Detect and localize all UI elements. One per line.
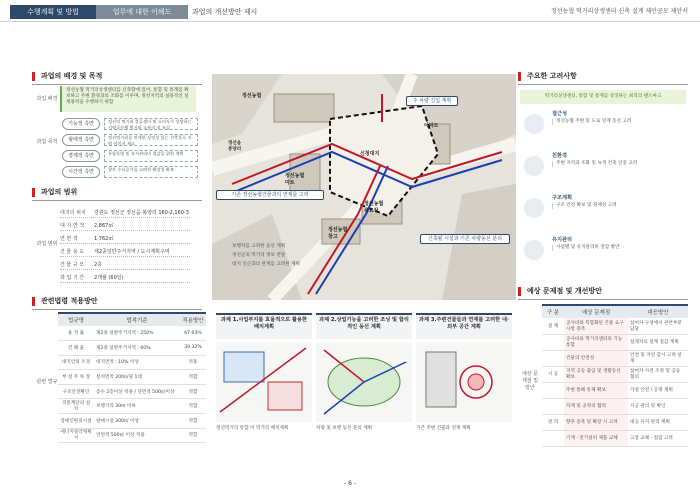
scope-key: 건 물 용 도 (60, 249, 85, 255)
issue-row (542, 414, 688, 430)
theme-caption: 차량 및 보행 동선 분리 계획 (316, 426, 373, 431)
issue-group (542, 382, 564, 398)
theme-diagram-shape (468, 374, 484, 390)
document-title: 정선농협 먹거리상생센터 신축 설계 제안공모 제안서 (550, 8, 688, 15)
issues-header-solution: 대응방안 (628, 305, 688, 318)
issue-solution: 대응 유지 관리 계획 (628, 414, 688, 430)
theme-title: 과제 2.상업기능을 고려한 조닝 및 합리적인 동선 계획 (316, 313, 412, 339)
law-row (58, 428, 206, 443)
note-separation: 신축될 시설과 기존 차량동선 분리 (420, 234, 510, 244)
law-criteria: 층수 2층이상 적용 / 연면적 500㎡이상 (94, 384, 180, 399)
consideration-detail: 시설별 및 유지관리비 절감 방안 (552, 245, 686, 251)
issue-solution: 참여자 구성에서 관련부분 담당 (628, 318, 688, 334)
law-criteria: 대지면적 : 10% 이상 (94, 355, 180, 370)
map-description-line: 정선군의 먹거리 정보 전달 (232, 253, 286, 258)
law-criteria: 제2종 일반주거지역 : 250% (94, 326, 180, 341)
scope-row (60, 273, 190, 283)
law-header-criteria: 법적기준 (94, 313, 180, 326)
goal-aspect: 경제적 측면 (62, 150, 100, 162)
theme-diagram-shape (224, 352, 264, 382)
goal-description: 향후 수요증가를 고려한 확장성 확보 (104, 166, 198, 178)
law-name: 건 폐 율 (58, 341, 94, 356)
scope-value: 2개월 (60일) (94, 275, 124, 281)
goal-description: 통합운영 및 유지관리비 절감을 위한 계획 (104, 150, 198, 162)
law-criteria: 판매시설 300㎡ 이상 (94, 414, 180, 429)
issue-solution: 안전 및 자연 감시 고려 설계 (628, 350, 688, 366)
goal-label: 과업 목적 (36, 139, 58, 145)
issues-side-label: 예상 문제점 및 방안 (521, 371, 539, 391)
theme-caption: 기존 주변 건물과 연계 계획 (416, 426, 471, 431)
law-row (58, 326, 206, 341)
issue-problem: 주변 통해 통제 확보 (564, 382, 628, 398)
law-name: 에너지절약계획서 (58, 428, 94, 443)
issues-heading: 예상 문제점 및 개선방안 (518, 287, 602, 296)
map-label-mart: 정선농협 마트 (285, 173, 305, 186)
issue-problem: 자재 및 공정의 협력 (564, 398, 628, 414)
theme-title: 과제 3.주변건물들과 연계를 고려한 내·외부 공간 계획 (416, 313, 512, 339)
issue-row (542, 382, 688, 398)
map-label-apartment: 아파트 (424, 123, 439, 129)
scope-row (60, 247, 190, 257)
issue-group (542, 430, 564, 446)
theme-diagram (216, 342, 312, 422)
scope-value: 1,762㎡ (94, 236, 114, 242)
scope-key: 연 면 적 (60, 236, 78, 242)
consideration-title: 유지관리 (552, 237, 573, 243)
map-label-road: 정선읍 봉양리 (228, 141, 242, 152)
law-application: 적용 (180, 355, 206, 370)
divider (32, 309, 202, 310)
law-row (58, 384, 206, 399)
scope-row (60, 208, 190, 218)
issue-row (542, 350, 688, 366)
law-application: 적합 (180, 414, 206, 429)
law-row (58, 414, 206, 429)
issue-row (542, 398, 688, 414)
theme-caption: 정선먹거리 통합 이 먹거리 배치계획 (216, 426, 289, 431)
issues-table (542, 304, 688, 447)
issue-row (542, 366, 688, 382)
law-criteria: 설치면적 200㎡당 1대 (94, 370, 180, 385)
theme-diagram (416, 342, 512, 422)
consideration-icon (524, 198, 544, 218)
law-name: 대지안의 조경 (58, 355, 94, 370)
issue-group: 시 공 (542, 366, 564, 382)
issues-header-problem: 예상 문제점 (564, 305, 628, 318)
issue-solution: 시공 관리 및 확인 (628, 398, 688, 414)
law-application: 적합 (180, 428, 206, 443)
section-title: 과업의 개선방안 제시 (192, 8, 258, 16)
theme-diagram (316, 342, 412, 422)
issue-group (542, 398, 564, 414)
law-header-apply: 적용방안 (180, 313, 206, 326)
consideration-detail: 정선농협 주변 및 도로 연계 동선 고려 (552, 119, 686, 125)
map-label-nonghyup: 정선농협 (242, 93, 262, 99)
law-name: 직통계단의 설치 (58, 399, 94, 414)
law-heading: 관련법령 적용방안 (32, 297, 98, 306)
consideration-icon (524, 114, 544, 134)
divider (518, 299, 688, 300)
issue-group (542, 334, 564, 350)
background-label: 과업 배경 (36, 96, 58, 102)
law-row (58, 341, 206, 356)
theme-diagram-shape (426, 352, 456, 407)
law-name: 부 설 주 차 장 (58, 370, 94, 385)
law-application: 적합 (180, 370, 206, 385)
scope-row (60, 221, 190, 231)
law-name: 용 적 률 (58, 326, 94, 341)
law-row (58, 399, 206, 414)
issues-header-type: 구 분 (542, 305, 564, 318)
goal-description: 정선먹거리를 연계한 상징성 있는 건축물로 지역 이미지 제고 (104, 134, 198, 146)
issue-group: 설 계 (542, 318, 564, 334)
consideration-title: 친환경 (552, 153, 568, 159)
issue-row (542, 430, 688, 446)
issue-problem: 기계 · 전기설비 제품 교체 (564, 430, 628, 446)
scope-heading: 과업의 범위 (32, 188, 77, 197)
tab-understanding[interactable]: 업무에 대한 이해도 (96, 5, 188, 19)
issue-solution: 가설 안전 / 공정 계획 (628, 382, 688, 398)
header (0, 0, 700, 22)
building-nonghyup (274, 94, 334, 122)
issue-row (542, 318, 688, 334)
issue-solution: 참여자 사전 조정 및 공동 협의 (628, 366, 688, 382)
map-label-site: 신청대지 (360, 151, 380, 157)
scope-row (60, 234, 190, 244)
background-heading: 과업의 배경 및 목적 (32, 72, 102, 81)
divider (518, 84, 688, 85)
scope-label: 과업 범위 (36, 241, 58, 247)
map-label-warehouse: 정선농협 창고 (328, 227, 348, 240)
note-vehicle-entry: 주 차량 진입 계획 (406, 96, 458, 106)
background-text: 정선농협 먹거리상생센터를 신축함에 있어, 통합 및 통계를 확보하고 주변 환경과의 조화를 이루며, 정선지역의 실용적인 설계용역을 수행하기 위함 (60, 86, 196, 112)
scope-value: 제2종일반주거지역 / 도시계획구역 (94, 249, 170, 255)
law-criteria: 연면적 500㎡ 이상 적용 (94, 428, 180, 443)
goal-aspect: 기능적 측면 (62, 118, 100, 130)
consideration-icon (524, 240, 544, 260)
law-side-label: 관련 법규 (36, 379, 58, 385)
theme-diagram-shape (268, 382, 302, 410)
law-application: 적합 (180, 399, 206, 414)
goal-aspect: 시간적 측면 (62, 166, 100, 178)
scope-key: 과 업 기 간 (60, 275, 85, 281)
page-number: - 6 - (344, 480, 356, 487)
note-connection: 기존 정선농협건물과의 연계를 고려 (216, 190, 324, 200)
map-description-line: 대지 인근과의 관계를 고려한 계획 (232, 262, 300, 267)
theme-title: 과제 1.사업부지를 효율적으로 활용한 배치계획 (216, 313, 312, 339)
issue-problem: 지역 공동 출입 및 생활동선 확보 (564, 366, 628, 382)
consideration-title: 구조계획 (552, 195, 573, 201)
law-application: 39.32% (180, 341, 206, 356)
scope-value: 2,867㎡ (94, 223, 114, 229)
law-criteria: 제2종 일반주거지역 : 60% (94, 341, 180, 356)
issue-group: 관 리 (542, 414, 564, 430)
law-name: 장애인편의시설 (58, 414, 94, 429)
scope-row (60, 260, 190, 270)
considerations-intro: 먹거리상생센터, 통합 및 통계를 상징하는 최적의 랜드마크 (520, 90, 686, 104)
scope-value: 강원도 정선군 정선읍 봉양리 160-2,160-3 (94, 210, 189, 216)
law-row (58, 355, 206, 370)
consideration-detail: 구조 안전 확보 및 경제성 고려 (552, 203, 686, 209)
issue-row (542, 334, 688, 350)
tab-plan[interactable]: 수행계획 및 방법 (10, 5, 96, 19)
issue-problem: 공사비와 먹거리센터의 기능 통합 (564, 334, 628, 350)
scope-key: 대 지 면 적 (60, 223, 85, 229)
law-row (58, 370, 206, 385)
goal-aspect: 형태적 측면 (62, 134, 100, 146)
divider (32, 84, 202, 85)
issue-solution: 설계자의 설계 절감 계획 (628, 334, 688, 350)
map-label-nursery: 정선농협 육묘장 (364, 201, 384, 214)
consideration-icon (524, 156, 544, 176)
considerations-heading: 주요한 고려사항 (518, 72, 577, 81)
law-header-name: 법규명 (58, 313, 94, 326)
goal-description: 정선의 먹거리 물류센터 및 소비자가 상생하는 지역공동체 먹거리 소통의 장 조성 (104, 118, 198, 130)
issue-solution: 고장 교체 · 점검 고려 (628, 430, 688, 446)
consideration-detail: 주변 지역과 조화 및 녹색 건축 인증 고려 (552, 161, 686, 167)
law-criteria: 보행거리 30m 이하 (94, 399, 180, 414)
law-table (58, 312, 206, 443)
issue-problem: 향후 증축 및 확장 시 고려 (564, 414, 628, 430)
scope-key: 건 물 규 모 (60, 262, 85, 268)
consideration-title: 접근성 (552, 111, 568, 117)
law-application: 적합 (180, 384, 206, 399)
map-description-line: 보행자를 고려한 동선 계획 (232, 244, 286, 249)
divider (32, 200, 202, 201)
scope-value: 2층 (94, 262, 103, 268)
scope-key: 대지의 위치 (60, 210, 86, 216)
law-application: 67.03% (180, 326, 206, 341)
law-name: 구조안전확인 (58, 384, 94, 399)
issue-problem: 공사비와 복합화된 건물 요구사항 충족 (564, 318, 628, 334)
issue-group (542, 350, 564, 366)
issue-problem: 건물의 안전성 (564, 350, 628, 366)
